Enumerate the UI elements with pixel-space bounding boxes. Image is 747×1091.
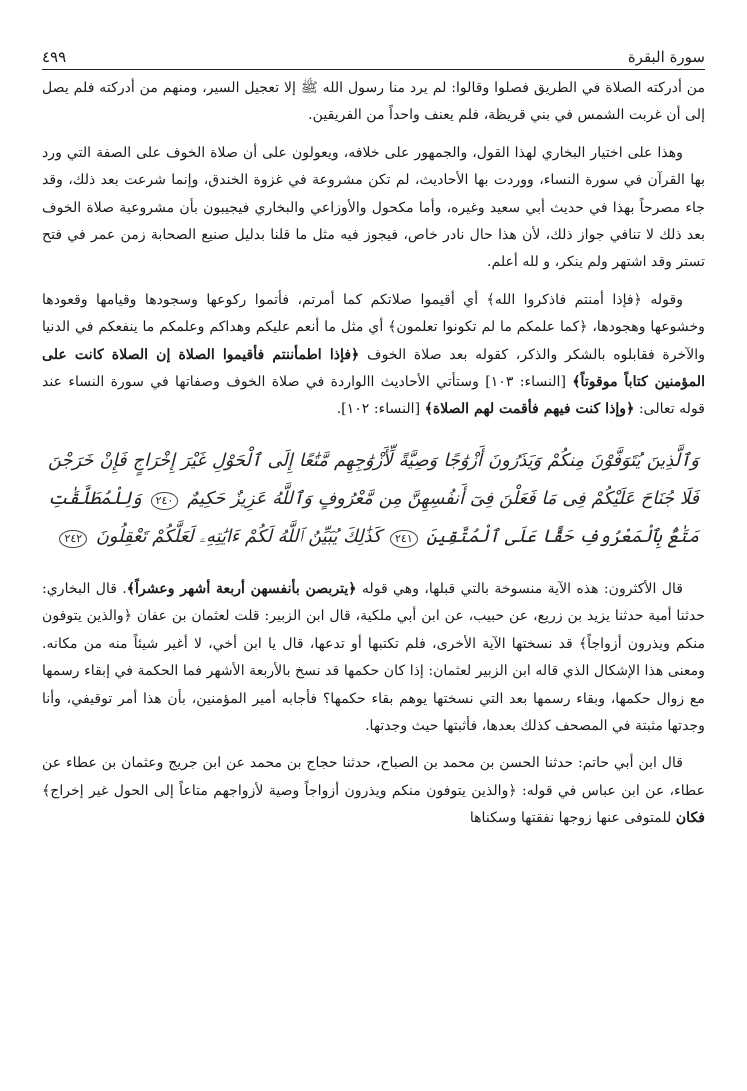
verse-241: وَلِلْمُطَلَّقَٰتِ مَتَٰعٌۢ بِٱلْمَعْرُوفِ حَقًّا عَلَى ٱلْمُتَّقِينَ bbox=[48, 487, 699, 547]
quran-verses-block bbox=[42, 436, 705, 564]
paragraph-5-text-a: قال ابن أبي حاتم: حدثنا الحسن بن محمد بن الصباح، حدثنا حجاج بن محمد عن ابن جريج وعثمان بن عطاء عن عطاء، عن ابن عباس في قوله: ﴿والذين يتوفون منكم ويذرون أزواجاً وصية لأزواجهم متاعاً إلى الحول غير إخراج﴾ bbox=[42, 755, 705, 799]
verse-number-240: ٢٤٠ bbox=[151, 492, 179, 510]
paragraph-4-text-a: قال الأكثرون: هذه الآية منسوخة بالتي قبلها، وهي قوله bbox=[356, 580, 684, 597]
paragraph-3 bbox=[42, 287, 705, 424]
page-number: ٤٩٩ bbox=[42, 48, 67, 66]
paragraph-5 bbox=[42, 750, 705, 832]
paragraph-3-text-c: [النساء: ١٠٢]. bbox=[336, 401, 425, 418]
paragraph-4 bbox=[42, 576, 705, 740]
verse-number-241: ٢٤١ bbox=[390, 530, 418, 548]
paragraph-3-text-b: [النساء: ١٠٣] وستأتي الأحاديث االواردة في صلاة الخوف وصفاتها في سورة النساء عند قوله تعالى: bbox=[42, 374, 705, 418]
verse-242: كَذَٰلِكَ يُبَيِّنُ ٱللَّهُ لَكُمْ ءَايَٰتِهِۦ لَعَلَّكُمْ تَعْقِلُونَ bbox=[95, 525, 382, 547]
paragraph-5-text-b: للمتوفى عنها زوجها نفقتها وسكناها bbox=[469, 810, 676, 827]
paragraph-3-text-a: وقوله ﴿فإذا أمنتم فاذكروا الله﴾ أي أقيموا صلاتكم كما أمرتم، فأتموا ركوعها وسجودها وقيامها وقعودها وخشوعها وهجودها، ﴿كما علمكم ما لم تكونوا تعلمون﴾ أي مثل ما أنعم عليكم وهداكم وعلمكم ما ينفعكم في الدنيا والآخرة فقابلوه بالشكر والذكر، كقوله بعد صلاة الخوف bbox=[42, 291, 705, 363]
verse-number-242: ٢٤٢ bbox=[59, 530, 87, 548]
quran-quote-nisa-103: ﴿فإذا اطمأننتم فأقيموا الصلاة إن الصلاة كانت على المؤمنين كتاباً موقوتاً﴾ bbox=[42, 346, 705, 391]
quran-quote-tarabbus: ﴿يتربصن بأنفسهن أربعة أشهر وعشراً﴾ bbox=[126, 580, 357, 597]
page-header bbox=[42, 36, 705, 66]
verse-240: وَٱلَّذِينَ يُتَوَفَّوْنَ مِنكُمْ وَيَذَرُونَ أَزْوَٰجًا وَصِيَّةً لِّأَزْوَٰجِهِم مَّتَٰعًا إِلَى ٱلْحَوْلِ غَيْرَ إِخْرَاجٍ فَإِنْ خَرَجْنَ فَلَا جُنَاحَ عَلَيْكُمْ فِى مَا فَعَلْنَ فِىٓ أَنفُسِهِنَّ مِن مَّعْرُوفٍ وَٱللَّهُ عَزِيزٌ حَكِيمٌ bbox=[48, 449, 699, 509]
header-rule bbox=[42, 69, 705, 70]
paragraph-2: وهذا على اختيار البخاري لهذا القول، والجمهور على خلافه، ويعولون على أن صلاة الخوف على الصفة التي ورد بها القرآن في سورة النساء، ووردت بها الأحاديث، لم تكن مشروعة في غزوة الخندق، وإنما شرعت بعد ذلك، وقد جاء مصرحاً بهذا في حديث أبي سعيد وغيره، وأما مكحول والأوزاعي والبخاري فيجيبون بأن مشروعية صلاة الخوف بعد ذلك لا تنافي جواز ذلك، لأن هذا حال نادر خاص، فيجوز فيه مثل ما قلنا بدليل صنيع الصحابة زمن عمر في فتح تستر وقد اشتهر ولم ينكر، و لله أعلم. bbox=[42, 144, 705, 271]
page-body bbox=[42, 75, 705, 833]
quran-quote-nisa-102: ﴿وإذا كنت فيهم فأقمت لهم الصلاة﴾ bbox=[424, 401, 635, 418]
surah-title: سورة البقرة bbox=[627, 48, 705, 66]
paragraph-1: من أدركته الصلاة في الطريق فصلوا وقالوا: لم يرد منا رسول الله ﷺ إلا تعجيل السير، ومنهم من أدركته فلم يصل إلى أن غربت الشمس في بني قريظة، فلم يعنف واحداً من الفريقين. bbox=[42, 80, 705, 124]
paragraph-4-text-b: . قال البخاري: حدثنا أمية حدثنا يزيد بن زريع، عن حبيب، عن ابن أبي ملكية، قال ابن الزبير: قلت لعثمان بن عفان ﴿والذين يتوفون منكم ويذرون أزواجاً﴾ قد نسختها الآية الأخرى، فلم تكتبها أو تدعها، قال يا ابن أخي، لا أغير شيئاً منه من مكانه. ومعنى هذا الإشكال الذي قاله ابن الزبير لعثمان: إذا كان حكمها قد نسخ بالأربعة الأشهر فما الحكمة في إبقاء رسمها مع زوال حكمها، وبقاء رسمها بعد التي نسختها يوهم بقاء حكمها؟ فأجابه أمير المؤمنين، بأن هذا أمر توقيفي، وأنا وجدتها مثبتة في المصحف كذلك بعدها، فأثبتها حيث وجدتها. bbox=[42, 580, 705, 734]
paragraph-5-bold-word: فكان bbox=[675, 810, 705, 827]
